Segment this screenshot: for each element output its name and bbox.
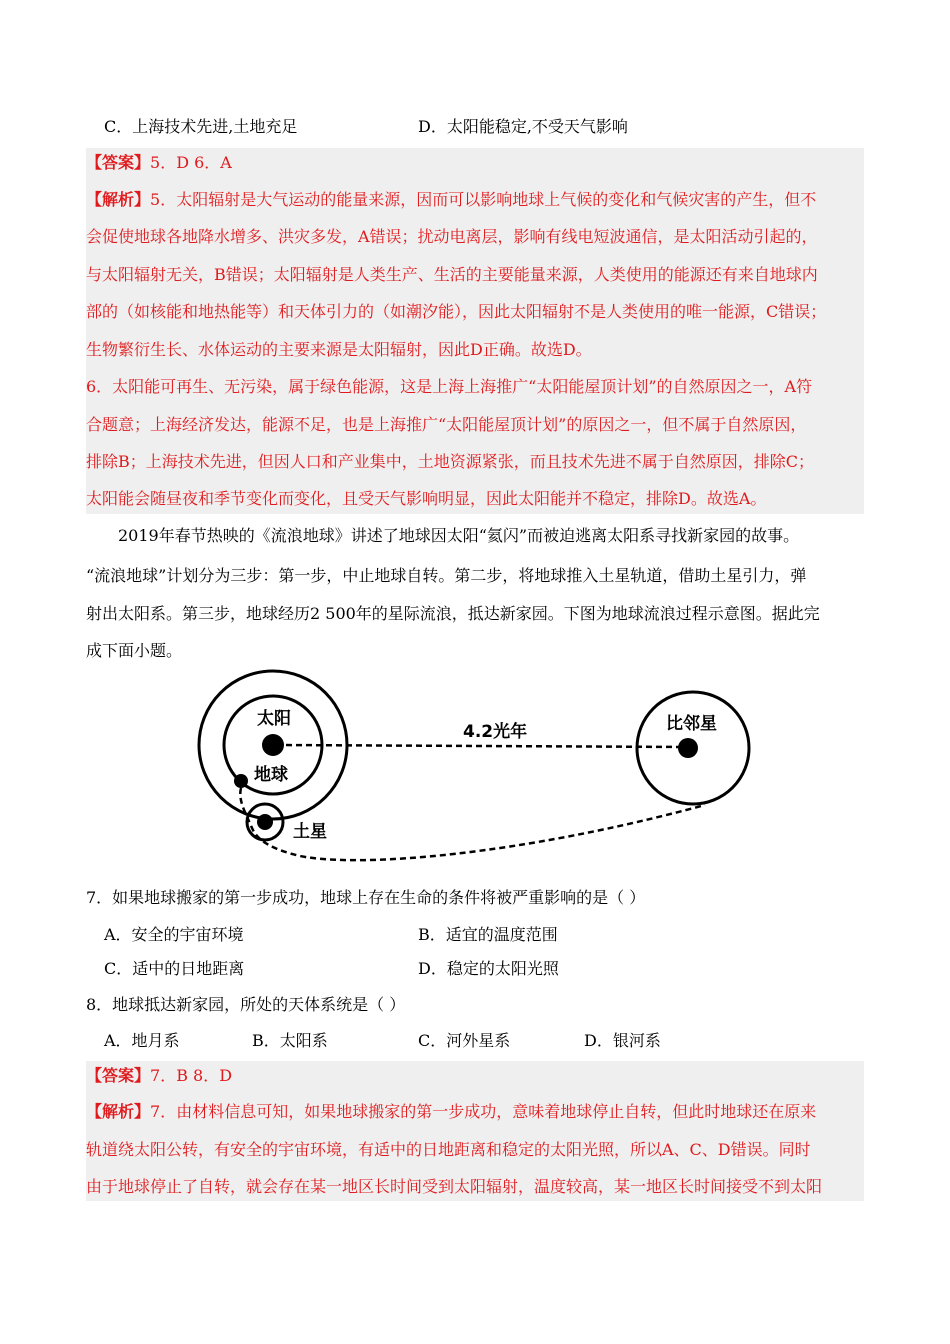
answer-label: 【答案】 (86, 153, 151, 172)
answer-label: 【答案】 (86, 1066, 151, 1085)
q8-stem: 8．地球抵达新家园，所处的天体系统是（ ） (86, 995, 406, 1014)
q7-option-b: B．适宜的温度范围 (418, 925, 558, 944)
analysis-label: 【解析】 (86, 190, 151, 209)
q8-option-d: D．银河系 (584, 1031, 661, 1050)
analysis-2-line-1: 轨道绕太阳公转，有安全的宇宙环境，有适中的日地距离和稳定的太阳光照，所以A、C、D错误。同时 (86, 1140, 811, 1159)
analysis-1-line-5: 6．太阳能可再生、无污染，属于绿色能源，这是上海上海推广“太阳能屋顶计划”的自然原因之一，A符 (86, 377, 813, 396)
earth-dot (234, 774, 248, 788)
material-line-0: 2019年春节热映的《流浪地球》讲述了地球因太阳“氦闪”而被迫逃离太阳系寻找新家园的故事。 (118, 526, 800, 545)
saturn-dot (257, 814, 273, 830)
analysis-2-line-2: 由于地球停止了自转，就会存在某一地区长时间受到太阳辐射，温度较高，某一地区长时间接受不到太阳 (86, 1177, 823, 1196)
material-line-3: 成下面小题。 (86, 641, 183, 660)
answer-text: 5．D 6．A (150, 153, 232, 172)
analysis-1-line-7: 排除B；上海技术先进，但因人口和产业集中，土地资源紧张，而且技术先进不属于自然原因，排除C； (86, 452, 815, 471)
material-line-2: 射出太阳系。第三步，地球经历2 500年的星际流浪，抵达新家园。下图为地球流浪过程示意图。据此完 (86, 604, 820, 623)
distance-line (276, 745, 688, 747)
analysis-1-line-0: 【解析】5．太阳辐射是大气运动的能量来源，因而可以影响地球上气候的变化和气候灾害的产生，但不 (86, 190, 817, 209)
q7-stem: 7．如果地球搬家的第一步成功，地球上存在生命的条件将被严重影响的是（ ） (86, 888, 646, 907)
proxima-label: 比邻星 (666, 714, 717, 734)
answer-2 (86, 1066, 232, 1086)
q8-option-a: A．地月系 (104, 1031, 180, 1050)
q6-option-d: D．太阳能稳定,不受天气影响 (418, 117, 628, 136)
q8-option-b: B．太阳系 (252, 1031, 328, 1050)
q7-option-a: A．安全的宇宙环境 (104, 925, 244, 944)
answer-text: 7．B 8．D (150, 1066, 233, 1085)
q6-option-c: C．上海技术先进,土地充足 (104, 117, 298, 136)
analysis-1-line-6: 合题意；上海经济发达，能源不足，也是上海推广“太阳能屋顶计划”的原因之一，但不属于自然原因， (86, 415, 807, 434)
analysis-1-line-4: 生物繁衍生长、水体运动的主要来源是太阳辐射，因此D正确。故选D。 (86, 340, 592, 359)
distance-label: 4.2光年 (463, 722, 528, 742)
q7-option-d: D．稳定的太阳光照 (418, 959, 559, 978)
analysis-label: 【解析】 (86, 1102, 151, 1121)
analysis-2-line-0: 【解析】7．由材料信息可知，如果地球搬家的第一步成功，意味着地球停止自转，但此时地球还在原来 (86, 1102, 817, 1121)
earth-label: 地球 (254, 765, 288, 785)
q8-option-c: C．河外星系 (418, 1031, 511, 1050)
analysis-1-line-2: 与太阳辐射无关，B错误；太阳辐射是人类生产、生活的主要能量来源，人类使用的能源还有来自地球内 (86, 265, 818, 284)
analysis-1-line-3: 部的（如核能和地热能等）和天体引力的（如潮汐能），因此太阳辐射不是人类使用的唯一能源，C错误； (86, 302, 827, 321)
saturn-label: 土星 (293, 822, 327, 842)
analysis-1-line-1: 会促使地球各地降水增多、洪灾多发，A错误；扰动电离层，影响有线电短波通信，是太阳活动引起的， (86, 227, 818, 246)
sun-label: 太阳 (257, 709, 291, 729)
material-line-1: “流浪地球”计划分为三步：第一步，中止地球自转。第二步，将地球推入土星轨道，借助土星引力，弹 (86, 566, 807, 585)
q7-option-c: C．适中的日地距离 (104, 959, 245, 978)
analysis-1-line-8: 太阳能会随昼夜和季节变化而变化，且受天气影响明显，因此太阳能并不稳定，排除D。故选A。 (86, 489, 767, 508)
